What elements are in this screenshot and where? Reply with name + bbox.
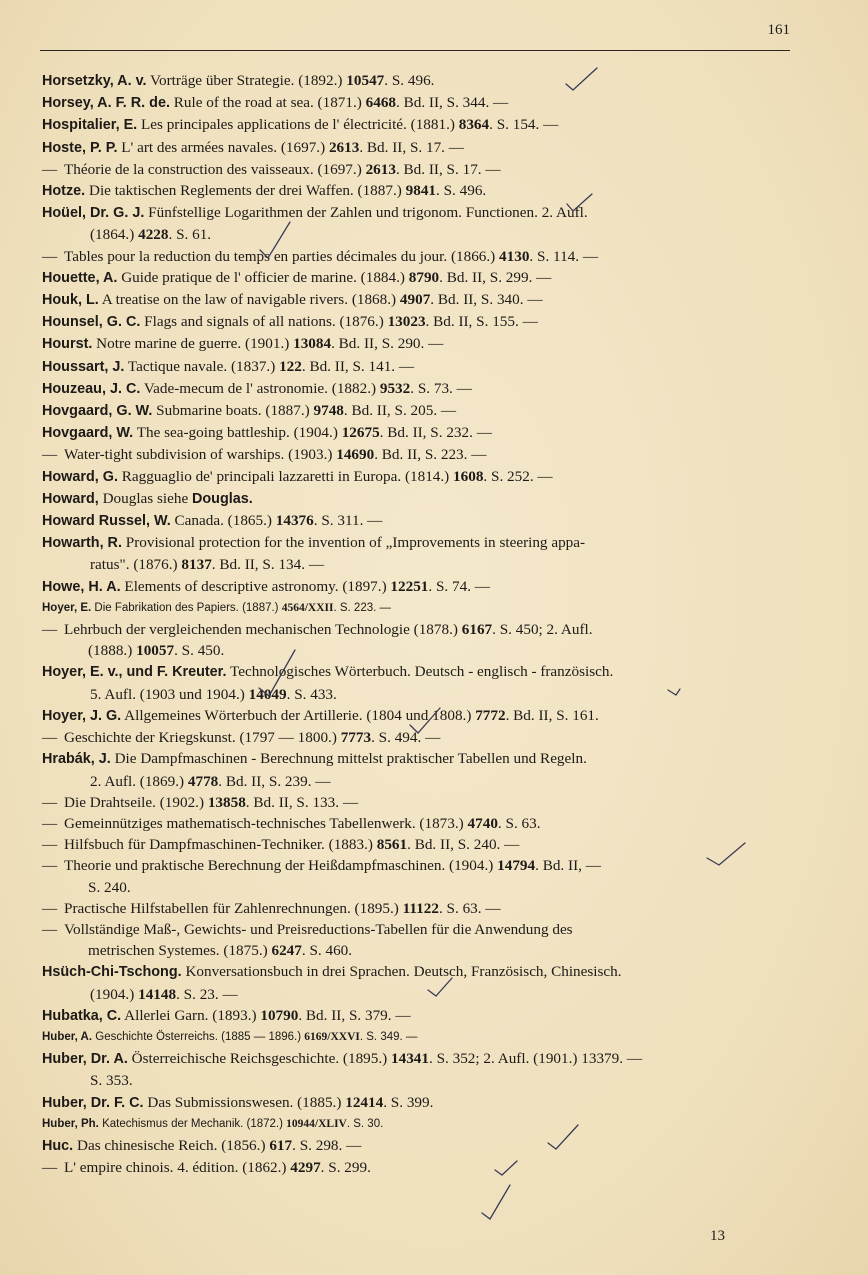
entry-continuation-line (42, 684, 792, 705)
catalog-number: 4907 (399, 291, 431, 309)
continuation-dash: — (42, 160, 58, 178)
entry-title: Österreichische Reichsgeschichte. (1895.) (127, 1050, 391, 1068)
catalog-number: 8790 (408, 268, 440, 286)
entry-author: Houssart, J. (42, 358, 125, 375)
catalog-number: 4778 (187, 772, 219, 790)
entry-author: Huber, Ph. (42, 1117, 99, 1130)
entry-location: . S. 450. (174, 642, 225, 660)
entry-title: Canada. (1865.) (170, 512, 276, 530)
entry-continuation-line (42, 984, 792, 1005)
entry-title: Geschichte der Kriegskunst. (1797 — 1800.) (64, 729, 341, 747)
entry-author: Horsey, A. F. R. de. (42, 95, 170, 112)
entry-location: . S. 399. (383, 1093, 434, 1111)
entry-title: Allgemeines Wörterbuch der Artillerie. (1804 und 1808.) (121, 706, 476, 724)
entry-location: . S. 494. — (371, 729, 441, 747)
entry-author: Howe, H. A. (42, 578, 121, 595)
entry-author: Huber, Dr. A. (42, 1051, 128, 1068)
entry-author: Huc. (42, 1137, 74, 1154)
entry-title: Théorie de la construction des vaisseaux. (1697.) (64, 160, 366, 178)
index-entry (42, 1048, 792, 1091)
catalog-number: 10057 (136, 642, 175, 660)
entry-location: . S. 30. (346, 1117, 384, 1130)
entry-title: Practische Hilfstabellen für Zahlenrechnungen. (1895.) (64, 899, 403, 917)
catalog-number: 12414 (345, 1093, 384, 1111)
catalog-number: 6167 (461, 621, 493, 639)
index-entry (42, 1005, 792, 1027)
catalog-number: 8561 (376, 836, 408, 854)
entry-location: . Bd. II, S. 133. — (245, 793, 359, 811)
entry-location: . Bd. II, S. 239. — (218, 772, 331, 790)
entry-title: Submarine boats. (1887.) (152, 402, 314, 420)
catalog-number: 6468 (365, 94, 397, 112)
catalog-number: 14794 (497, 857, 536, 875)
entry-location: . S. 496. (384, 72, 435, 89)
entry-location: . Bd. II, S. 155. — (425, 313, 538, 331)
entry-location: . S. 154. — (489, 116, 559, 134)
entry-location: . Bd. II, S. 240. — (407, 836, 520, 854)
entry-location: . Bd. II, S. 379. — (298, 1006, 411, 1024)
index-entry (42, 532, 792, 575)
entry-location: . S. 63. — (438, 899, 501, 917)
entry-author: Hoyer, E. (42, 601, 92, 614)
entry-title: Theorie und praktische Berechnung der Heißdampfmaschinen. (1904.) (64, 857, 498, 875)
entry-title: Das Submissionswesen. (1885.) (143, 1093, 346, 1111)
entry-title: Die Fabrikation des Papiers. (1887.) (91, 601, 282, 614)
entry-title: Vollständige Maß-, Gewichts- und Preisreductions-Tabellen für die Anwendung des (64, 920, 573, 938)
entry-title-continued: S. 353. (90, 1072, 133, 1090)
catalog-number: 122 (279, 357, 302, 375)
entry-author: Houette, A. (42, 269, 118, 286)
continuation-dash: — (42, 621, 58, 639)
index-entry (42, 267, 792, 289)
entry-title: Gemeinnütziges mathematisch-technisches Tabellenwerk. (1873.) (64, 814, 468, 832)
entry-author: Houk, L. (42, 292, 99, 309)
entry-title-continued: S. 240. (88, 878, 131, 896)
entry-location: . S. 61. (168, 226, 212, 244)
entry-location: . S. 223. — (333, 601, 391, 614)
entry-location: . S. 460. (301, 942, 353, 960)
index-entry (42, 1114, 792, 1135)
catalog-number: 13023 (387, 313, 426, 331)
entry-location: . Bd. II, S. 344. — (396, 94, 509, 112)
index-entry (42, 422, 792, 444)
entry-title: Elements of descriptive astronomy. (1897.) (120, 577, 391, 595)
entry-author: Hoyer, J. G. (42, 707, 122, 724)
entry-author: Horsetzky, A. v. (42, 73, 147, 89)
catalog-number: 14341 (391, 1050, 429, 1068)
entry-title: Rule of the road at sea. (1871.) (169, 94, 366, 112)
entry-location: . Bd. II, S. 232. — (379, 424, 492, 442)
index-entry (42, 961, 792, 1004)
entry-title: Guide pratique de l' officier de marine. (1884.) (117, 268, 409, 286)
entry-location: . Bd. II, S. 141. — (301, 357, 415, 375)
entry-title-continued: 2. Aufl. (1869.) (90, 772, 188, 790)
catalog-number: 6247 (271, 942, 302, 960)
entry-author: Howard, G. (42, 468, 118, 485)
catalog-number: 8137 (181, 556, 212, 574)
entry-title: L' art des armées navales. (1697.) (117, 138, 329, 156)
entry-title: Douglas siehe (98, 489, 192, 507)
entry-title: Vorträge über Strategie. (1892.) (146, 72, 347, 89)
catalog-number: 4564/XXII (281, 601, 334, 614)
catalog-number: 8364 (458, 116, 490, 134)
continuation-dash: — (42, 1159, 58, 1177)
catalog-number: 9841 (405, 182, 436, 200)
index-entry (42, 466, 792, 488)
entry-title: Notre marine de guerre. (1901.) (92, 335, 294, 353)
entry-title-continued: (1864.) (90, 226, 139, 244)
catalog-number: 12675 (341, 424, 380, 442)
entry-author: Hrabák, J. (42, 751, 111, 768)
index-entry (42, 137, 792, 159)
continuation-dash: — (42, 729, 58, 747)
index-entry (42, 1157, 792, 1178)
entry-title-continued: ratus". (1876.) (90, 556, 182, 574)
catalog-number: 9532 (379, 379, 411, 397)
continuation-dash: — (42, 857, 58, 875)
entry-title: Technologisches Wörterbuch. Deutsch - englisch - französisch. (226, 663, 614, 681)
header-rule (40, 50, 790, 51)
catalog-number: 10944/XLIV (286, 1117, 347, 1130)
entry-title: Das chinesische Reich. (1856.) (73, 1136, 270, 1154)
index-entry (42, 792, 792, 813)
catalog-number: 617 (269, 1136, 293, 1154)
entry-title: Die taktischen Reglements der drei Waffen. (1887.) (85, 182, 406, 200)
page-number: 161 (767, 22, 790, 38)
entry-location: . S. 73. — (410, 379, 472, 397)
catalog-number: 6169/XXVI (304, 1030, 360, 1043)
entry-location: . Bd. II, S. 17. — (359, 138, 464, 156)
continuation-dash: — (42, 247, 58, 265)
catalog-number: 4740 (467, 814, 498, 832)
entry-title: Allerlei Garn. (1893.) (121, 1006, 261, 1024)
entry-continuation-line (64, 877, 792, 898)
entry-author: Hourst. (42, 336, 93, 353)
entry-author: Howard Russel, W. (42, 513, 171, 530)
index-entry (42, 510, 792, 532)
catalog-number: 14049 (248, 685, 287, 703)
index-entry (42, 114, 792, 136)
index-entry (42, 727, 792, 748)
index-entry (42, 855, 792, 897)
index-entry (42, 576, 792, 598)
continuation-dash: — (42, 793, 58, 811)
entry-title: Tactique navale. (1837.) (124, 357, 280, 375)
index-entry (42, 1027, 792, 1048)
entry-location: . S. 311. — (313, 512, 383, 530)
continuation-dash: — (42, 899, 58, 917)
index-entry (42, 70, 792, 92)
entry-location: . Bd. II, S. 340. — (430, 291, 543, 309)
index-entry (42, 202, 792, 245)
entry-title: Katechismus der Mechanik. (1872.) (98, 1117, 287, 1130)
catalog-number: 9748 (313, 402, 344, 420)
entry-author: Hoüel, Dr. G. J. (42, 205, 145, 222)
entry-continuation-line (42, 554, 792, 575)
entry-title: Die Dampfmaschinen - Berechnung mittelst praktischer Tabellen und Regeln. (110, 750, 587, 768)
index-entry (42, 619, 792, 661)
entry-author: Hounsel, G. C. (42, 314, 141, 331)
continuation-dash: — (42, 446, 58, 464)
entry-location: . S. 252. — (483, 467, 553, 485)
entry-location: . S. 114. — (529, 247, 599, 265)
catalog-number: 2613 (328, 138, 360, 156)
entry-author: Hotze. (42, 183, 86, 200)
entry-title: Geschichte Österreichs. (1885 — 1896.) (92, 1030, 305, 1043)
catalog-number: 10790 (260, 1006, 299, 1024)
entry-location: . S. 23. — (176, 985, 238, 1003)
entry-author: Hoyer, E. v., und F. Kreuter. (42, 664, 227, 681)
index-entries (42, 70, 792, 1178)
entry-author: Hoste, P. P. (42, 139, 118, 156)
entry-author: Hsüch-Chi-Tschong. (42, 964, 182, 981)
entry-author: Hovgaard, W. (42, 425, 134, 442)
entry-title: Flags and signals of all nations. (1876.) (140, 313, 388, 331)
catalog-number: 12251 (390, 577, 429, 595)
index-entry (42, 705, 792, 727)
entry-continuation-line (64, 640, 792, 661)
index-entry (42, 180, 792, 202)
catalog-number: 7772 (475, 706, 506, 724)
entry-continuation-line (64, 940, 792, 961)
index-entry (42, 598, 792, 619)
index-entry (42, 1135, 792, 1157)
entry-location: . Bd. II, S. 161. (505, 706, 599, 724)
index-entry (42, 289, 792, 311)
entry-location: . S. 433. (286, 685, 337, 703)
entry-author: Huber, Dr. F. C. (42, 1094, 144, 1111)
entry-author: Hospitalier, E. (42, 117, 138, 134)
entry-title-continued: 5. Aufl. (1903 und 1904.) (90, 685, 249, 703)
index-entry (42, 92, 792, 114)
entry-title: Water-tight subdivision of warships. (1903.) (64, 446, 337, 464)
entry-location: . Bd. II, S. 299. — (439, 268, 552, 286)
catalog-number: 13858 (207, 793, 246, 811)
entry-title: Ragguaglio de' principali lazzaretti in Europa. (1814.) (117, 467, 454, 485)
index-entry (42, 661, 792, 704)
index-entry (42, 333, 792, 355)
continuation-dash: — (42, 920, 58, 938)
index-entry (42, 400, 792, 422)
entry-continuation-line (42, 771, 792, 792)
index-entry (42, 444, 792, 465)
entry-title: L' empire chinois. 4. édition. (1862.) (64, 1159, 291, 1177)
catalog-number: 13084 (293, 335, 332, 353)
entry-location: . S. 74. — (428, 577, 490, 595)
catalog-number: 4228 (138, 226, 169, 244)
continuation-dash: — (42, 814, 58, 832)
index-entry (42, 919, 792, 961)
entry-title: Die Drahtseile. (1902.) (64, 793, 208, 811)
index-entry (42, 311, 792, 333)
index-entry (42, 159, 792, 180)
catalog-number: 4297 (290, 1159, 321, 1177)
checkmark-icon (482, 1185, 510, 1219)
entry-title: Les principales applications de l' électricité. (1881.) (137, 116, 459, 134)
catalog-number: 14690 (336, 446, 375, 464)
index-entry (42, 246, 792, 267)
entry-location: . Bd. II, S. 17. — (395, 160, 501, 178)
entry-title-continued: (1904.) (90, 985, 139, 1003)
entry-title: Provisional protection for the invention of „Improvements in steering appa- (121, 534, 586, 552)
entry-location: . Bd. II, S. 205. — (343, 402, 457, 420)
entry-location: . Bd. II, S. 134. — (211, 556, 325, 574)
entry-location: . S. 299. (320, 1159, 371, 1177)
entry-title: Konversationsbuch in drei Sprachen. Deutsch, Französisch, Chinesisch. (181, 963, 622, 981)
index-entry (42, 834, 792, 855)
index-entry (42, 813, 792, 834)
continuation-dash: — (42, 836, 58, 854)
cross-reference: Douglas. (192, 490, 253, 507)
catalog-number: 2613 (365, 160, 396, 178)
entry-title-continued: metrischen Systemes. (1875.) (88, 942, 272, 960)
entry-location: . S. 496. (436, 182, 487, 200)
signature-number: 13 (710, 1228, 725, 1244)
entry-title: The sea-going battleship. (1904.) (133, 424, 342, 442)
catalog-number: 1608 (453, 467, 484, 485)
entry-title: Vade-mecum de l' astronomie. (1882.) (140, 379, 380, 397)
catalog-number: 4130 (499, 247, 530, 265)
entry-location: . S. 298. — (292, 1136, 362, 1154)
entry-title-continued: (1888.) (88, 642, 137, 660)
entry-author: Hovgaard, G. W. (42, 403, 153, 420)
entry-author: Huber, A. (42, 1030, 93, 1043)
index-entry (42, 378, 792, 400)
entry-title: A treatise on the law of navigable rivers. (1868.) (98, 291, 400, 309)
entry-location: . Bd. II, S. 223. — (374, 446, 487, 464)
entry-author: Houzeau, J. C. (42, 380, 141, 397)
index-entry (42, 898, 792, 919)
entry-author: Howard, (42, 490, 99, 507)
catalog-number: 10547 (346, 72, 385, 89)
entry-location: . S. 349. — (359, 1030, 418, 1043)
catalog-number: 14376 (275, 512, 314, 530)
entry-title: Tables pour la reduction du temps en parties décimales du jour. (1866.) (64, 247, 500, 265)
entry-title: Fünfstellige Logarithmen der Zahlen und trigonom. Functionen. 2. Aufl. (144, 204, 588, 222)
entry-location: . Bd. II, S. 290. — (331, 335, 444, 353)
index-entry (42, 356, 792, 378)
entry-location: . S. 450; 2. Aufl. (492, 621, 593, 639)
entry-title: Lehrbuch der vergleichenden mechanischen Technologie (1878.) (64, 621, 462, 639)
entry-continuation-line (42, 1070, 792, 1091)
entry-title: Hilfsbuch für Dampfmaschinen-Techniker. (1883.) (64, 836, 377, 854)
index-entry (42, 488, 792, 510)
catalog-number: 14148 (138, 985, 177, 1003)
entry-location: . S. 63. (497, 814, 541, 832)
entry-location: . Bd. II, — (535, 857, 601, 875)
entry-author: Howarth, R. (42, 535, 122, 552)
entry-continuation-line (42, 224, 792, 245)
catalog-number: 11122 (402, 899, 439, 917)
entry-location: . S. 352; 2. Aufl. (1901.) 13379. — (428, 1050, 643, 1068)
index-entry (42, 1092, 792, 1114)
entry-author: Hubatka, C. (42, 1007, 122, 1024)
catalog-number: 7773 (340, 729, 372, 747)
index-entry (42, 748, 792, 791)
